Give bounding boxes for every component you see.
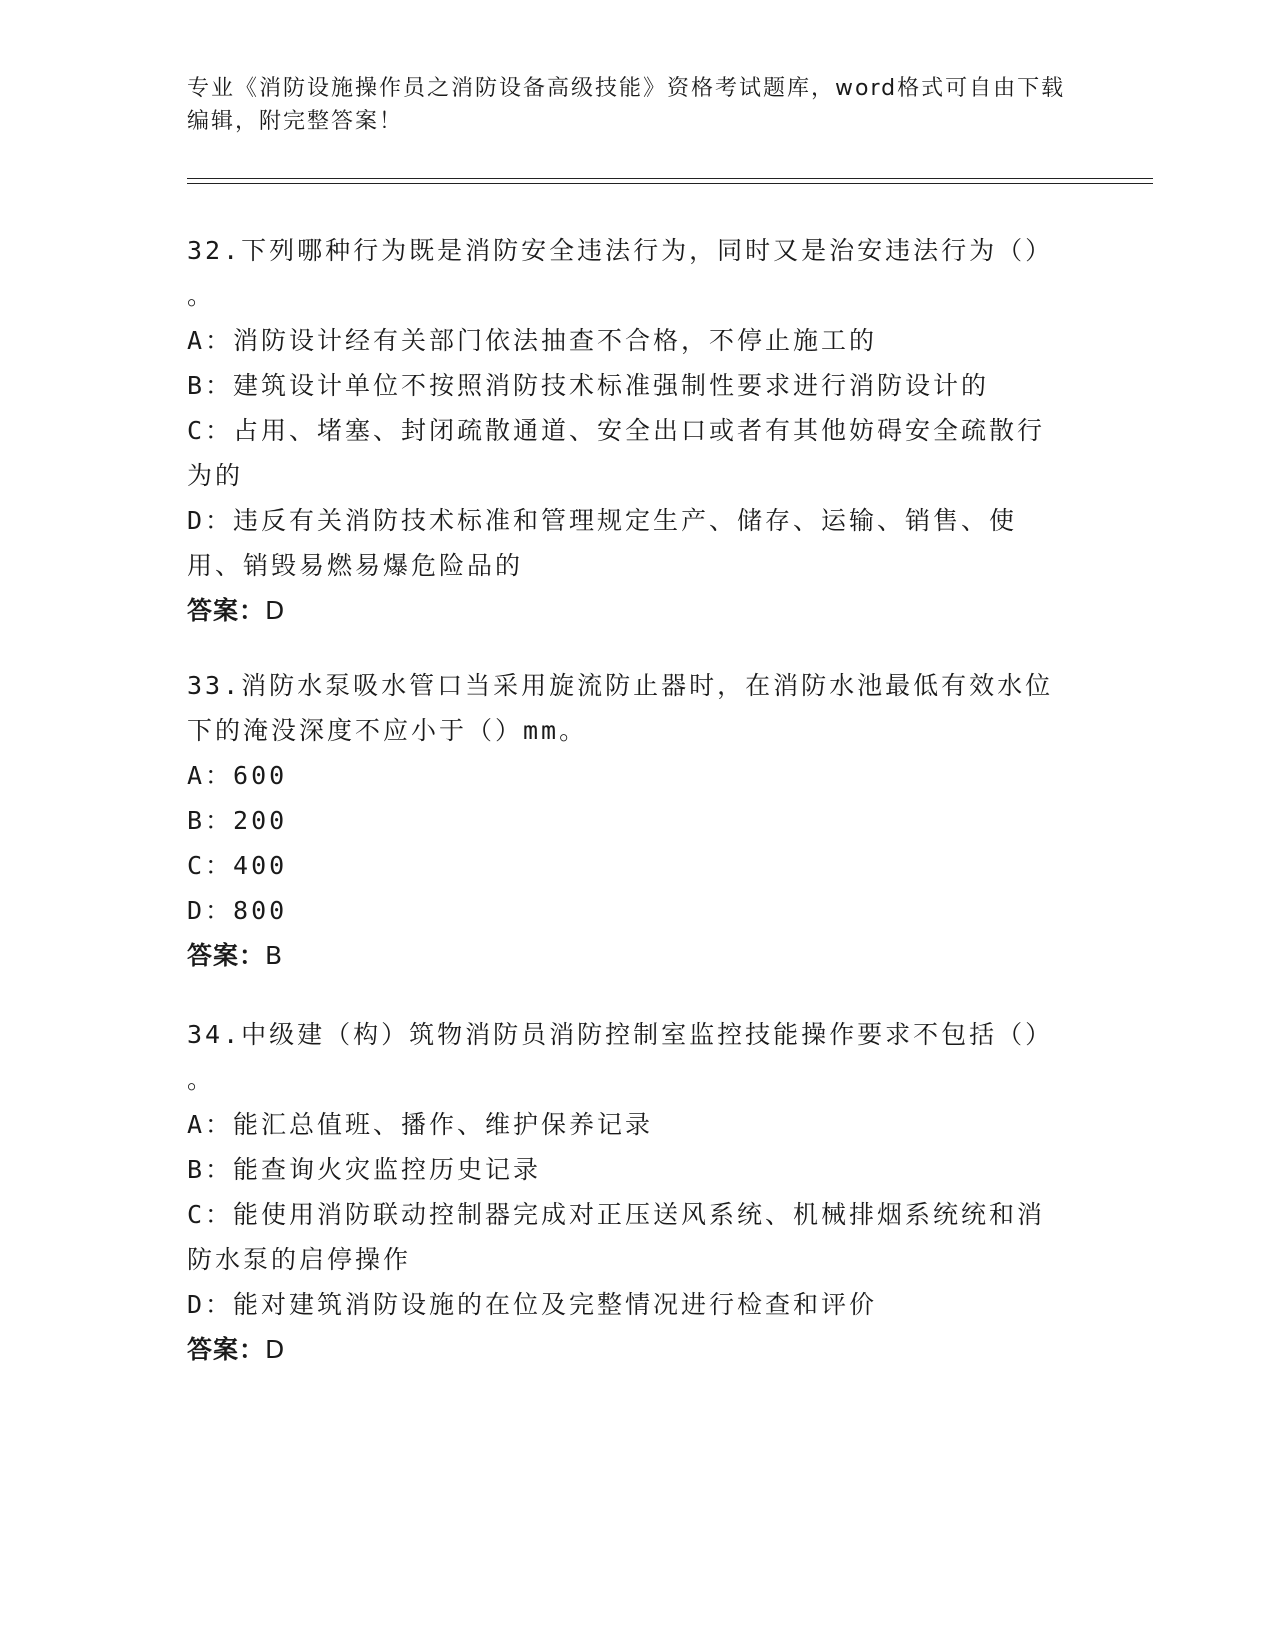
option-a: A：600 (187, 761, 288, 790)
option-d: D：能对建筑消防设施的在位及完整情况进行检查和评价 (187, 1290, 878, 1319)
option-c: C：能使用消防联动控制器完成对正压送风系统、机械排烟系统统和消防水泵的启停操作 (187, 1200, 1046, 1274)
question-33 (187, 663, 1067, 978)
option-b: B：建筑设计单位不按照消防技术标准强制性要求进行消防设计的 (187, 371, 990, 400)
option-c: C：400 (187, 851, 288, 880)
question-32 (187, 228, 1067, 633)
answer-value: D (265, 1335, 286, 1364)
header-double-rule (187, 178, 1153, 184)
option-a: A：消防设计经有关部门依法抽查不合格，不停止施工的 (187, 326, 878, 355)
option-b: B：能查询火灾监控历史记录 (187, 1155, 542, 1184)
answer-line (187, 588, 1067, 633)
answer-value: B (265, 941, 284, 970)
answer-label: 答案： (187, 1335, 266, 1364)
header-text: 专业《消防设施操作员之消防设备高级技能》资格考试题库，word格式可自由下载编辑，附完整答案！ (187, 76, 1066, 134)
document-header (187, 72, 1067, 138)
question-stem: 32.下列哪种行为既是消防安全违法行为，同时又是治安违法行为（） 。 (187, 236, 1054, 310)
option-d: D：违反有关消防技术标准和管理规定生产、储存、运输、销售、使用、销毁易燃易爆危险品的 (187, 506, 1018, 580)
question-stem: 34.中级建（构）筑物消防员消防控制室监控技能操作要求不包括（） 。 (187, 1020, 1054, 1094)
answer-line (187, 1327, 1067, 1372)
answer-label: 答案： (187, 941, 266, 970)
option-d: D：800 (187, 896, 288, 925)
answer-line (187, 933, 1067, 978)
question-stem: 33.消防水泵吸水管口当采用旋流防止器时，在消防水池最低有效水位下的淹没深度不应小于（）mm。 (187, 671, 1054, 745)
answer-value: D (265, 596, 286, 625)
option-b: B：200 (187, 806, 288, 835)
question-34 (187, 1012, 1067, 1372)
answer-label: 答案： (187, 596, 266, 625)
option-a: A：能汇总值班、播作、维护保养记录 (187, 1110, 654, 1139)
option-c: C：占用、堵塞、封闭疏散通道、安全出口或者有其他妨碍安全疏散行为的 (187, 416, 1046, 490)
